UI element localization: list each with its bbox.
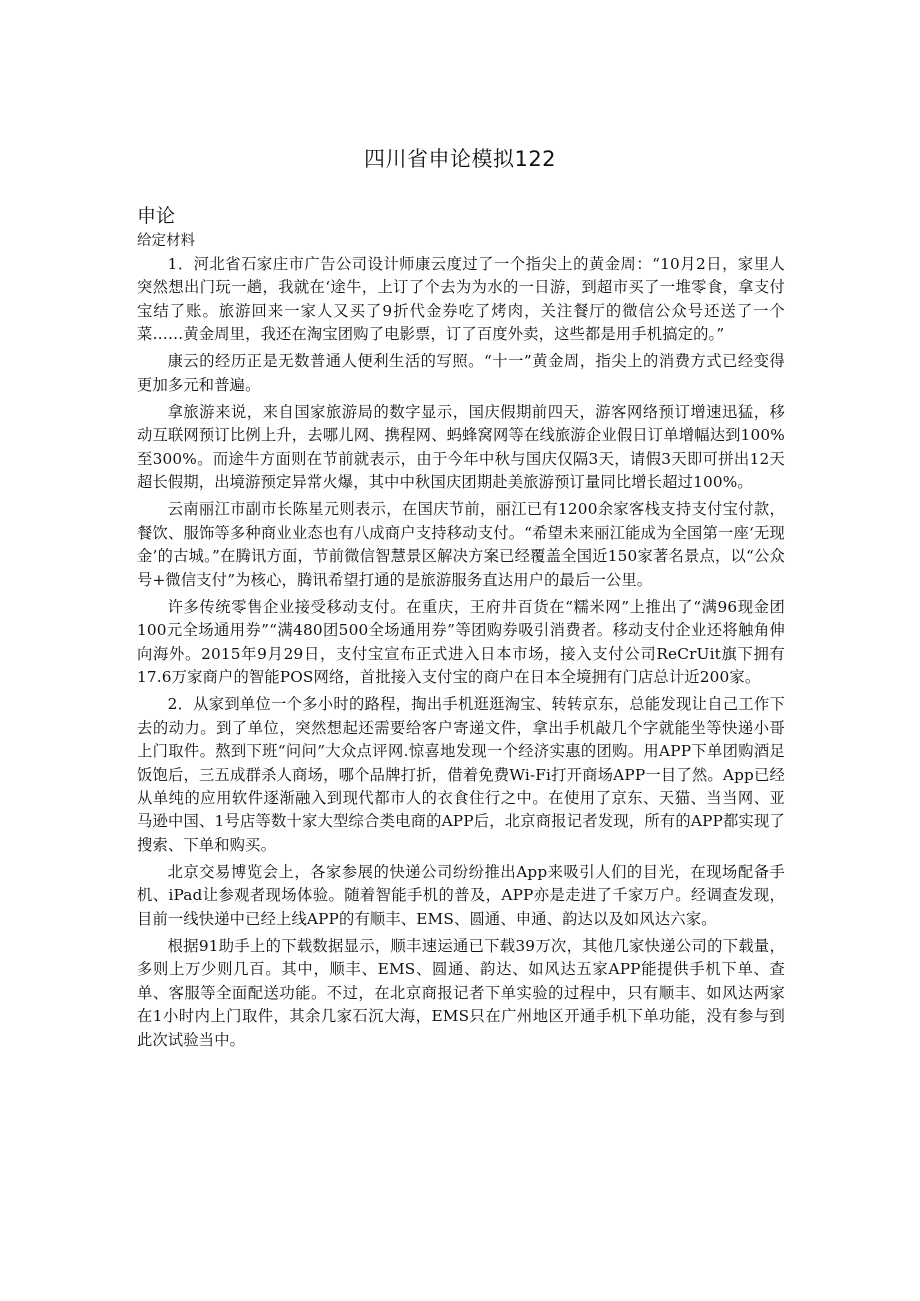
materials-subheading: 给定材料: [137, 233, 195, 249]
paragraph: 2．从家到单位一个多小时的路程，掏出手机逛逛淘宝、转转京东，总能发现让自己工作下去的动力。到了单位，突然想起还需要给客户寄递文件，拿出手机敲几个字就能坐等快递小哥上门取件。熬到下班“问问”大众点评网.惊喜地发现一个经济实惠的团购。用APP下单团购酒足饭饱后，三五成群杀人商场，哪个品牌打折，借着免费Wi-Fi打开商场APP一目了然。App已经从单纯的应用软件逐渐融入到现代都市人的衣食住行之中。在使用了京东、天猫、当当网、亚马逊中国、1号店等数十家大型综合类电商的APP后，北京商报记者发现，所有的APP都实现了搜索、下单和购买。: [137, 695, 785, 854]
paragraph: 云南丽江市副市长陈星元则表示，在国庆节前，丽江已有1200余家客栈支持支付宝付款，餐饮、服饰等多种商业业态也有八成商户支持移动支付。“希望未来丽江能成为全国第一座‘无现金’的古城。”在腾讯方面，节前微信智慧景区解决方案已经覆盖全国近150家著名景点，以“公众号+微信支付”为核心，腾讯希望打通的是旅游服务直达用户的最后一公里。: [137, 500, 785, 589]
document-title: 四川省申论模拟122: [363, 147, 557, 171]
paragraph: 拿旅游来说，来自国家旅游局的数字显示，国庆假期前四天，游客网络预订增速迅猛，移动互联网预订比例上升，去哪儿网、携程网、蚂蜂窝网等在线旅游企业假日订单增幅达到100%至300%。而途牛方面则在节前就表示，由于今年中秋与国庆仅隔3天，请假3天即可拼出12天超长假期，出境游预定异常火爆，其中中秋国庆团期赴美旅游预订量同比增长超过100%。: [137, 403, 785, 492]
paragraph: 北京交易博览会上，各家参展的快递公司纷纷推出App来吸引人们的目光，在现场配备手机、iPad让参观者现场体验。随着智能手机的普及，APP亦是走进了千家万户。经调查发现，目前一线快递中已经上线APP的有顺丰、EMS、圆通、申通、韵达以及如风达六家。: [137, 862, 785, 928]
paragraph: 许多传统零售企业接受移动支付。在重庆，王府井百货在“糯米网”上推出了“满96现金团100元全场通用券”“满480团500全场通用券”等团购券吸引消费者。移动支付企业还将触角伸向海外。2015年9月29日，支付宝宣布正式进入日本市场，接入支付公司ReCrUit旗下拥有17.6万家商户的智能POS网络，首批接入支付宝的商户在日本全境拥有门店总计近200家。: [137, 597, 785, 687]
paragraph: 1．河北省石家庄市广告公司设计师康云度过了一个指尖上的黄金周：“10月2日，家里人突然想出门玩一趟，我就在‘途牛，上订了个去为为水的一日游，到超市买了一堆零食，拿支付宝结了账。旅游回来一家人又买了9折代金券吃了烤肉，关注餐厅的微信公众号还送了一个菜……黄金周里，我还在淘宝团购了电影票，订了百度外卖，这些都是用手机搞定的。”: [137, 255, 785, 344]
paragraph: 康云的经历正是无数普通人便利生活的写照。“十一”黄金周，指尖上的消费方式已经变得更加多元和普遍。: [137, 352, 785, 394]
paragraph: 根据91助手上的下载数据显示，顺丰速运通已下载39万次，其他几家快递公司的下载量，多则上万少则几百。其中，顺丰、EMS、圆通、韵达、如风达五家APP能提供手机下单、查单、客服等全面配送功能。不过，在北京商报记者下单实验的过程中，只有顺丰、如风达两家在1小时内上门取件，其余几家石沉大海，EMS只在广州地区开通手机下单功能，没有参与到此次试验当中。: [137, 936, 785, 1049]
document-body: [137, 202, 785, 1056]
section-heading: 申论: [137, 205, 176, 227]
